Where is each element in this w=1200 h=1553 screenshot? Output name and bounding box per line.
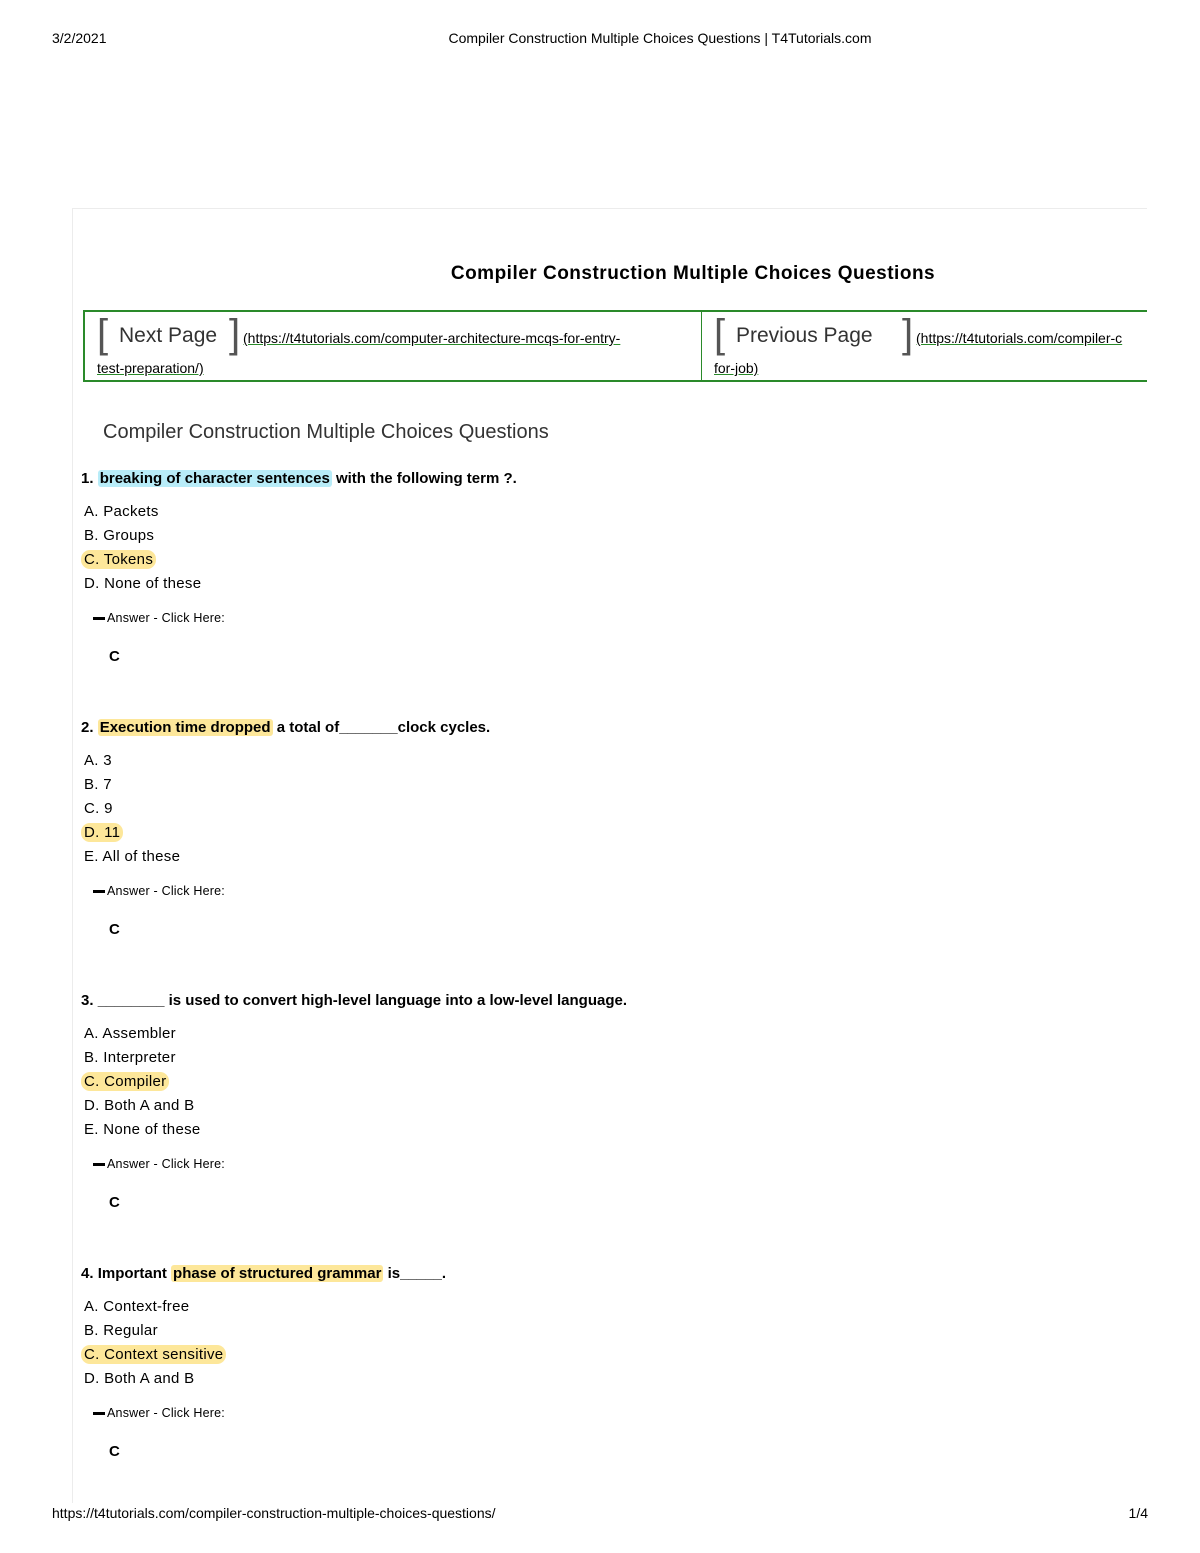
option-a: A. Context-free	[84, 1298, 190, 1315]
question-2	[81, 716, 1141, 938]
bracket-open-icon: [	[714, 312, 726, 356]
previous-page-button[interactable]: Previous Page	[736, 324, 873, 347]
bracket-close-icon: ]	[229, 312, 241, 356]
option-a: A. Assembler	[84, 1025, 176, 1042]
option-c: C. 9	[84, 800, 113, 817]
page-navigation	[83, 310, 1147, 382]
answer-toggle[interactable]: Answer - Click Here:	[93, 608, 1141, 628]
option-e: E. None of these	[84, 1121, 201, 1138]
answer-value: C	[109, 1194, 120, 1211]
question-3	[81, 989, 1141, 1211]
option-c: C. Compiler	[81, 1070, 1141, 1094]
option-a: A. 3	[84, 752, 112, 769]
question-text: 2. Execution time dropped a total of_______clock cycles.	[81, 719, 491, 736]
question-highlight: breaking of character sentences	[99, 470, 330, 487]
options-list	[81, 1022, 1141, 1142]
print-url: https://t4tutorials.com/compiler-construction-multiple-choices-questions/	[52, 1505, 496, 1521]
print-footer	[52, 1505, 1148, 1525]
option-d: D. Both A and B	[84, 1370, 195, 1387]
collapse-icon	[93, 890, 105, 893]
answer-value: C	[109, 921, 120, 938]
answer-toggle[interactable]: Answer - Click Here:	[93, 881, 1141, 901]
section-heading: Compiler Construction Multiple Choices Questions	[103, 421, 549, 443]
article-content	[72, 208, 1147, 1503]
options-list	[81, 1295, 1141, 1391]
options-list	[81, 500, 1141, 596]
option-b: B. Groups	[84, 527, 155, 544]
previous-page-link[interactable]: (https://t4tutorials.com/compiler-c	[916, 330, 1123, 346]
question-text: 1. breaking of character sentences with the following term ?.	[81, 470, 517, 487]
option-b: B. Interpreter	[84, 1049, 176, 1066]
print-date: 3/2/2021	[52, 30, 107, 46]
option-d: D. None of these	[84, 575, 202, 592]
option-c: C. Tokens	[81, 548, 1141, 572]
previous-page-link-cont[interactable]: for-job)	[714, 360, 759, 376]
print-header	[52, 30, 1148, 50]
answer-toggle[interactable]: Answer - Click Here:	[93, 1403, 1141, 1423]
answer-value: C	[109, 1443, 120, 1460]
option-e: E. All of these	[84, 848, 181, 865]
next-page-button[interactable]: Next Page	[119, 324, 218, 347]
option-d: D. Both A and B	[84, 1097, 195, 1114]
question-1	[81, 467, 1141, 665]
question-4	[81, 1262, 1141, 1460]
option-a: A. Packets	[84, 503, 159, 520]
print-title: Compiler Construction Multiple Choices Questions | T4Tutorials.com	[448, 30, 872, 46]
bracket-close-icon: ]	[902, 312, 914, 356]
collapse-icon	[93, 1412, 105, 1415]
page-number: 1/4	[1128, 1505, 1148, 1521]
page-title: Compiler Construction Multiple Choices Questions	[450, 263, 936, 284]
answer-value: C	[109, 648, 120, 665]
option-b: B. Regular	[84, 1322, 158, 1339]
option-d: D. 11	[81, 821, 1141, 845]
next-page-cell	[85, 312, 702, 380]
option-c: C. Context sensitive	[81, 1343, 1141, 1367]
next-page-link[interactable]: (https://t4tutorials.com/computer-architecture-mcqs-for-entry-	[243, 330, 621, 346]
question-highlight: phase of structured grammar	[173, 1265, 382, 1282]
answer-toggle[interactable]: Answer - Click Here:	[93, 1154, 1141, 1174]
next-page-link-cont[interactable]: test-preparation/)	[97, 360, 204, 376]
option-b: B. 7	[84, 776, 112, 793]
previous-page-cell	[702, 312, 1147, 380]
question-text: 4. Important phase of structured grammar is_____.	[81, 1265, 446, 1282]
options-list	[81, 749, 1141, 869]
question-highlight: Execution time dropped	[99, 719, 271, 736]
collapse-icon	[93, 617, 105, 620]
bracket-open-icon: [	[97, 312, 109, 356]
collapse-icon	[93, 1163, 105, 1166]
question-text: 3. ________ is used to convert high-level language into a low-level language.	[81, 992, 628, 1009]
